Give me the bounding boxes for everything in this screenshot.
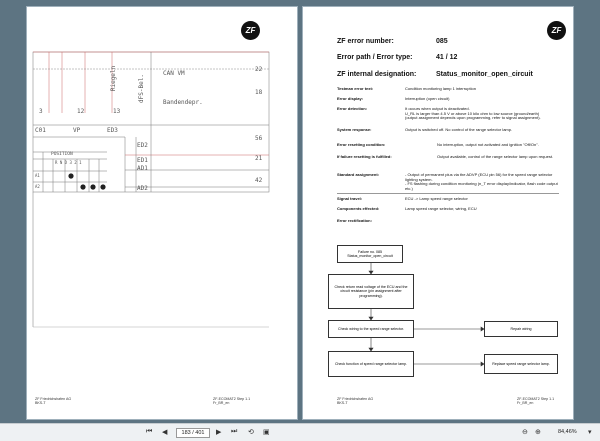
flow-replace-box: Replace speed range selector lamp.: [484, 354, 558, 374]
label-position: POSITION: [51, 152, 73, 157]
zoom-in-icon[interactable]: ⊕: [535, 429, 541, 436]
zoom-level[interactable]: 84,46%: [558, 429, 577, 435]
label-ad1: AD1: [137, 165, 148, 172]
num-18: 18: [255, 89, 263, 96]
error-path: 41 / 12: [436, 54, 458, 61]
label-ed2: ED2: [137, 142, 148, 149]
zf-logo: ZF: [547, 21, 566, 40]
info-row: Testman error text: Condition monitoring lamp 1 interruption: [337, 86, 476, 91]
flow-check-ecu-box: Check return read voltage of the ECU and the circuit resistance (pin assignment after programming).: [328, 274, 414, 309]
label-vp: VP: [73, 127, 81, 134]
left-footer-right: ZF-ECOMAT2 Step 1.1 Fr_BR_en: [213, 397, 251, 406]
num-13: 13: [113, 108, 121, 115]
zoom-out-icon[interactable]: ⊖: [522, 429, 528, 436]
right-footer-left: ZF Friedrichshafen AG BKS-T: [337, 397, 374, 406]
right-footer-right: ZF-ECOMAT2 Step 1.1 Fr_BR_en: [517, 397, 555, 406]
label-bandendepr: Bandendepr.: [163, 99, 203, 106]
label-a1: A1: [35, 173, 40, 178]
num-56: 56: [255, 135, 263, 142]
error-path-label: Error path / Error type:: [337, 54, 413, 61]
flow-start-box: Failure no. 085 Status_monitor_open_circuit: [337, 245, 403, 263]
info-row: Error display: Interruption (open circuit): [337, 96, 450, 101]
info-row: If failure resetting is fulfilled: Output available, control of the range selector lamp upon request.: [337, 154, 554, 159]
num-21: 21: [255, 155, 263, 162]
label-c01: C01: [35, 127, 46, 134]
info-row: Components effected: Lamp speed range selector, wiring, ECU: [337, 206, 477, 211]
flow-check-wiring-box: Check wiring to the speed range selector.: [328, 320, 414, 338]
left-page: [26, 6, 298, 420]
label-rnd321: R N D 3 2 1: [55, 160, 82, 165]
first-page-icon[interactable]: ⏮: [146, 428, 153, 435]
info-row: Error resetting condition: No interruption, output not activated and ignition "Off/On".: [337, 142, 539, 147]
fit-page-icon[interactable]: ▣: [263, 429, 270, 436]
label-ed3: ED3: [107, 127, 118, 134]
error-number-label: ZF error number:: [337, 38, 394, 45]
zf-logo: ZF: [241, 21, 260, 40]
error-number: 085: [436, 38, 448, 45]
designation: Status_monitor_open_circuit: [436, 71, 533, 78]
rotate-icon[interactable]: ⟲: [248, 429, 254, 436]
info-row: System response: Output is switched off. No control of the range selector lamp.: [337, 127, 513, 132]
num-42: 42: [255, 177, 263, 184]
num-12: 12: [77, 108, 85, 115]
viewer-toolbar: [0, 423, 600, 441]
rectification-label: Error rectification:: [337, 218, 372, 223]
page-number-input[interactable]: 183 / 401: [176, 428, 210, 438]
prev-page-icon[interactable]: ◀: [162, 429, 168, 436]
flow-check-lamp-box: Check function of speed range selector lamp.: [328, 351, 414, 377]
zoom-dropdown-icon[interactable]: ▾: [588, 429, 592, 436]
last-page-icon[interactable]: ⏭: [231, 428, 238, 435]
info-row: Signal travel: ECU -> Lamp speed range selector: [337, 196, 468, 201]
designation-label: ZF internal designation:: [337, 71, 417, 78]
label-dfs-bel: dFS-Bel.: [137, 74, 145, 103]
label-ed1: ED1: [137, 157, 148, 164]
label-a2: A2: [35, 184, 40, 189]
left-footer-left: ZF Friedrichshafen AG BKS-T: [35, 397, 72, 406]
num-3: 3: [39, 108, 43, 115]
label-ad2: AD2: [137, 185, 148, 192]
num-22: 22: [255, 66, 263, 73]
next-page-icon[interactable]: ▶: [216, 429, 222, 436]
label-riegeln: Riegeln: [110, 65, 118, 92]
right-page: [302, 6, 574, 420]
info-row: Standard assignment: - Output of permanent plus via the ADVP (ECU pin 56) for the speed range selector lighting system. - FS flashing during condition monitoring (n_T error display/indicator, flash code output etc.): [337, 172, 558, 191]
flow-repair-box: Repair wiring: [484, 321, 558, 337]
info-row: Error detection: It occurs when output is deactivated. U_RL is larger than 4.5 V or above 10 kilo ohm to low source (ground/earth) (output assignment depends upon programming, refer to signal assignment).: [337, 106, 541, 121]
label-can-vm: CAN VM: [163, 70, 185, 77]
